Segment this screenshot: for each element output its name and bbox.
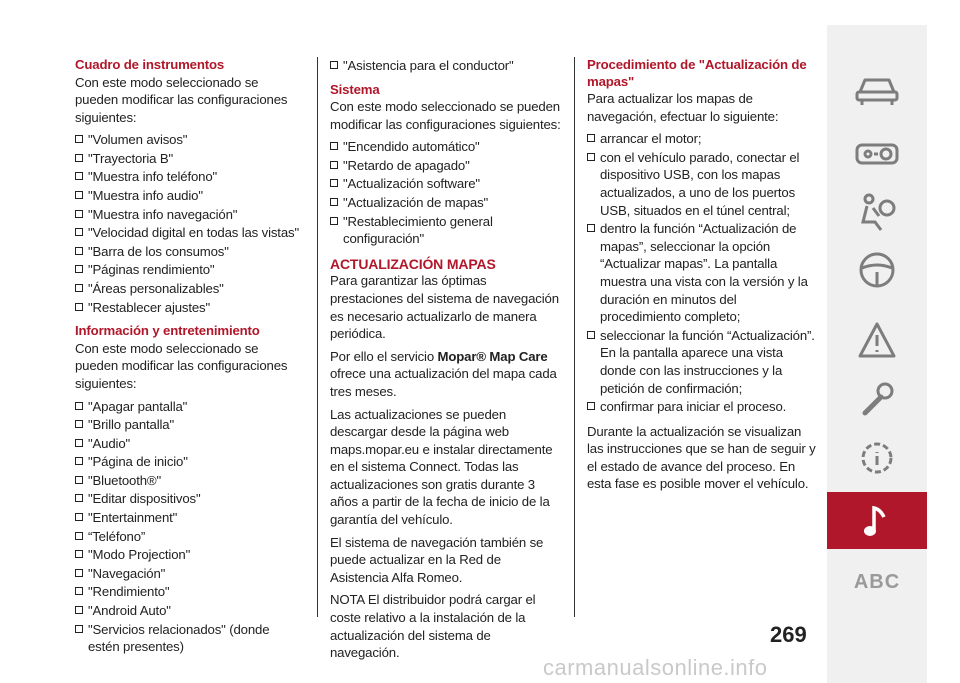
list-item-text: “Teléfono” bbox=[88, 528, 146, 544]
sidebar-tab-technical[interactable] bbox=[827, 430, 927, 486]
bullet-box-icon bbox=[587, 402, 595, 410]
bullet-box-icon bbox=[75, 420, 83, 428]
bullet-box-icon bbox=[75, 210, 83, 218]
column-1 bbox=[75, 57, 303, 657]
list-item-text: "Encendido automático" bbox=[343, 139, 480, 155]
list-item bbox=[330, 138, 562, 156]
list-item bbox=[587, 220, 819, 326]
list-item bbox=[587, 130, 819, 148]
page-number: 269 bbox=[770, 622, 807, 647]
bullet-box-icon bbox=[75, 284, 83, 292]
column-divider bbox=[317, 57, 318, 617]
paragraph-map-intro: Para garantizar las óptimas prestaciones del sistema de navegación es necesario actualizarlo de manera periódica. bbox=[330, 273, 559, 342]
paragraph-mopar bbox=[330, 348, 562, 401]
sidebar-tab-car[interactable] bbox=[827, 63, 927, 119]
list-item bbox=[75, 243, 303, 261]
list-item bbox=[330, 194, 562, 212]
list-item bbox=[75, 416, 303, 434]
sidebar-tab-warning[interactable] bbox=[827, 312, 927, 368]
system-settings-list bbox=[330, 138, 562, 248]
list-item-text: "Restablecer ajustes" bbox=[88, 299, 211, 315]
bullet-box-icon bbox=[330, 179, 338, 187]
list-item-text: "Asistencia para el conductor" bbox=[343, 58, 514, 73]
watermark: carmanualsonline.info bbox=[543, 655, 768, 680]
list-item bbox=[75, 299, 303, 317]
music-note-icon bbox=[862, 503, 892, 539]
list-item bbox=[75, 280, 303, 298]
list-item bbox=[75, 131, 303, 149]
list-item bbox=[75, 453, 303, 471]
list-item bbox=[75, 472, 303, 490]
airbag-icon bbox=[855, 192, 899, 232]
bullet-box-icon bbox=[75, 513, 83, 521]
list-item bbox=[587, 398, 819, 416]
bullet-box-icon bbox=[75, 476, 83, 484]
bullet-box-icon bbox=[75, 494, 83, 502]
bullet-box-icon bbox=[75, 228, 83, 236]
paragraph-instrument-intro: Con este modo seleccionado se pueden modificar las configuraciones siguientes: bbox=[75, 74, 288, 125]
wrench-icon bbox=[857, 379, 897, 419]
list-item-text: "Audio" bbox=[88, 435, 131, 451]
list-item bbox=[75, 187, 303, 205]
bullet-box-icon bbox=[75, 532, 83, 540]
brand-mopar-map-care: Mopar® Map Care bbox=[437, 348, 548, 364]
column-divider bbox=[574, 57, 575, 617]
paragraph-system-intro: Con este modo seleccionado se pueden modificar las configuraciones siguientes: bbox=[330, 99, 561, 132]
bullet-box-icon bbox=[75, 172, 83, 180]
warning-icon bbox=[857, 321, 897, 359]
list-item-text: "Trayectoria B" bbox=[88, 150, 174, 166]
heading-map-update: ACTUALIZACIÓN MAPAS bbox=[330, 255, 496, 272]
sidebar-tab-steering[interactable] bbox=[827, 242, 927, 298]
bullet-box-icon bbox=[75, 550, 83, 558]
bullet-box-icon bbox=[587, 224, 595, 232]
steering-wheel-icon bbox=[857, 250, 897, 290]
bullet-box-icon bbox=[330, 217, 338, 225]
bullet-box-icon bbox=[75, 439, 83, 447]
column-3 bbox=[587, 57, 819, 498]
bullet-box-icon bbox=[75, 606, 83, 614]
list-item bbox=[587, 327, 819, 397]
list-item bbox=[330, 213, 562, 248]
list-item-text: dentro la función “Actualización de mapas”, seleccionar la opción “Actualizar mapas”. La pantalla muestra una vista con la versión y la duración en minutos del procedimiento completo; bbox=[600, 221, 808, 325]
list-item bbox=[75, 261, 303, 279]
bullet-box-icon bbox=[75, 303, 83, 311]
list-item bbox=[75, 602, 303, 620]
list-item bbox=[75, 546, 303, 564]
bullet-box-icon bbox=[330, 61, 338, 69]
bullet-box-icon bbox=[587, 134, 595, 142]
list-item-text: "Servicios relacionados" (donde estén presentes) bbox=[88, 621, 270, 655]
list-item bbox=[330, 57, 562, 75]
list-item bbox=[75, 528, 303, 546]
bullet-box-icon bbox=[587, 153, 595, 161]
list-item-text: "Modo Projection" bbox=[88, 547, 191, 563]
bullet-box-icon bbox=[75, 247, 83, 255]
list-item-text: "Restablecimiento general configuración" bbox=[343, 213, 493, 247]
list-item-text: "Entertainment" bbox=[88, 510, 178, 526]
instrument-settings-list bbox=[75, 131, 303, 316]
heading-procedure: Procedimiento de "Actualización de mapas" bbox=[587, 57, 807, 89]
list-item bbox=[75, 150, 303, 168]
procedure-steps-list bbox=[587, 130, 819, 416]
list-item-text: "Editar dispositivos" bbox=[88, 491, 201, 507]
list-item-text: "Página de inicio" bbox=[88, 454, 188, 470]
list-item bbox=[75, 509, 303, 527]
list-item-text: "Páginas rendimiento" bbox=[88, 262, 215, 278]
bullet-box-icon bbox=[75, 191, 83, 199]
paragraph-downloads: Las actualizaciones se pueden descargar desde la página web maps.mopar.eu e instalar directamente en el sistema Connect. Todas las actualizaciones son gratis durante 3 años a partir de la fecha de inicio de la garantía del vehículo. bbox=[330, 406, 553, 528]
list-item bbox=[75, 490, 303, 508]
list-item-text: "Muestra info navegación" bbox=[88, 206, 238, 222]
heading-instrument-cluster: Cuadro de instrumentos bbox=[75, 57, 225, 72]
list-item-text: confirmar para iniciar el proceso. bbox=[600, 399, 787, 415]
paragraph-mopar-post: ofrece una actualización del mapa cada tres meses. bbox=[330, 366, 557, 399]
bullet-box-icon bbox=[330, 161, 338, 169]
sidebar-tab-service[interactable] bbox=[827, 371, 927, 427]
list-item bbox=[75, 621, 303, 656]
list-item-text: "Volumen avisos" bbox=[88, 132, 188, 148]
list-item-text: "Muestra info audio" bbox=[88, 188, 203, 204]
list-item bbox=[75, 224, 303, 242]
paragraph-procedure-end: Durante la actualización se visualizan las instrucciones que se han de seguir y el estado de avance del proceso. En esta fase es posible mover el vehículo. bbox=[587, 423, 816, 492]
column-2 bbox=[330, 57, 562, 667]
list-item bbox=[75, 168, 303, 186]
list-item-text: seleccionar la función “Actualización”. En la pantalla aparece una vista donde con las instrucciones y la petición de confirmación; bbox=[600, 327, 815, 396]
list-item bbox=[330, 157, 562, 175]
bullet-box-icon bbox=[75, 587, 83, 595]
bullet-box-icon bbox=[330, 198, 338, 206]
car-icon bbox=[854, 74, 900, 108]
bullet-box-icon bbox=[587, 331, 595, 339]
bullet-box-icon bbox=[75, 265, 83, 273]
list-item-text: "Barra de los consumos" bbox=[88, 243, 229, 259]
sidebar-tab-airbag[interactable] bbox=[827, 184, 927, 240]
abc-index-label: ABC bbox=[853, 570, 901, 593]
list-item bbox=[75, 583, 303, 601]
list-item-text: "Muestra info teléfono" bbox=[88, 169, 218, 185]
paragraph-infotainment-intro: Con este modo seleccionado se pueden modificar las configuraciones siguientes: bbox=[75, 340, 288, 391]
bullet-box-icon bbox=[75, 457, 83, 465]
sidebar-tab-index[interactable] bbox=[827, 565, 927, 599]
gear-info-icon bbox=[857, 438, 897, 478]
bullet-box-icon bbox=[75, 402, 83, 410]
bullet-box-icon bbox=[330, 142, 338, 150]
heading-system: Sistema bbox=[330, 81, 380, 97]
bullet-box-icon bbox=[75, 154, 83, 162]
paragraph-note: NOTA El distribuidor podrá cargar el coste relativo a la instalación de la actualización del sistema de navegación. bbox=[330, 592, 536, 661]
paragraph-dealer: El sistema de navegación también se puede actualizar en la Red de Asistencia Alfa Romeo. bbox=[330, 534, 544, 585]
sidebar-tab-multimedia[interactable] bbox=[827, 492, 927, 549]
bullet-box-icon bbox=[75, 625, 83, 633]
list-item-text: arrancar el motor; bbox=[600, 131, 702, 147]
list-item-text: "Retardo de apagado" bbox=[343, 157, 470, 173]
sidebar-tab-dashboard[interactable] bbox=[827, 126, 927, 182]
bullet-box-icon bbox=[75, 569, 83, 577]
list-item-text: "Actualización de mapas" bbox=[343, 195, 489, 211]
list-item-text: "Apagar pantalla" bbox=[88, 398, 188, 414]
dashboard-icon bbox=[854, 137, 900, 171]
list-item-text: con el vehículo parado, conectar el dispositivo USB, con los mapas actualizados, a uno de los puertos USB, situados en el túnel central; bbox=[600, 149, 800, 218]
list-item-text: "Navegación" bbox=[88, 565, 166, 581]
list-item bbox=[75, 435, 303, 453]
list-item-text: "Brillo pantalla" bbox=[88, 417, 174, 433]
paragraph-mopar-pre: Por ello el servicio bbox=[330, 348, 438, 364]
list-item-text: "Android Auto" bbox=[88, 603, 171, 619]
list-item-text: "Bluetooth®" bbox=[88, 472, 162, 488]
list-item bbox=[587, 149, 819, 219]
list-item-text: "Actualización software" bbox=[343, 176, 480, 192]
heading-infotainment: Información y entretenimiento bbox=[75, 323, 260, 339]
list-item bbox=[75, 206, 303, 224]
list-item bbox=[330, 175, 562, 193]
list-item bbox=[75, 565, 303, 583]
infotainment-settings-list bbox=[75, 398, 303, 656]
list-item-text: "Áreas personalizables" bbox=[88, 281, 224, 297]
paragraph-procedure-intro: Para actualizar los mapas de navegación, efectuar lo siguiente: bbox=[587, 91, 779, 124]
list-item-text: "Rendimiento" bbox=[88, 584, 170, 600]
bullet-box-icon bbox=[75, 135, 83, 143]
list-item-text: "Velocidad digital en todas las vistas" bbox=[88, 225, 299, 241]
list-item bbox=[75, 398, 303, 416]
